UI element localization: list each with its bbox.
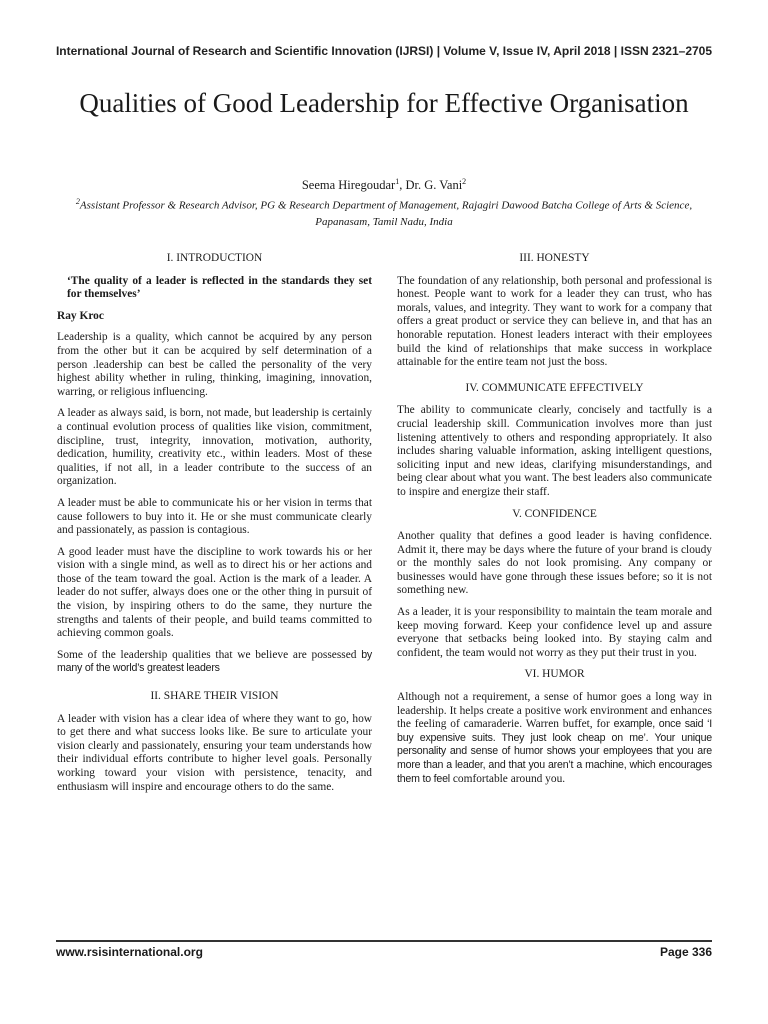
journal-header: International Journal of Research and Scientific Innovation (IJRSI) | Volume V, Issue IV, April 2018 | ISSN 2321–2705 bbox=[55, 44, 713, 58]
paragraph-text: comfortable around you. bbox=[452, 772, 566, 785]
paragraph-text: Some of the leadership qualities that we believe are possessed bbox=[57, 648, 357, 661]
paragraph-text: Although not a requirement, a sense of humor goes a long way in leadership. It helps create a positive work environment and enhances the feeling of camaraderie. Warren buffet, for bbox=[397, 691, 712, 731]
section-heading-communicate: IV. COMMUNICATE EFFECTIVELY bbox=[465, 381, 644, 394]
author-superscript: 2 bbox=[462, 177, 467, 186]
paragraph-text: example, once said ‘I buy expensive suits. They just look cheap on me’. Your unique personality and sense of humor shows your employees that you are more than a leader, and that you aren’t a machine, which encourages them to feel bbox=[397, 718, 712, 785]
author-name: Dr. G. Vani bbox=[405, 178, 463, 193]
affiliation-text: Assistant Professor & Research Advisor, PG & Research Department of Management, Rajagiri Dawood Batcha College of Arts & Science, Papanasam, Tamil Nadu, India bbox=[79, 199, 693, 228]
affiliation bbox=[56, 194, 712, 230]
paragraph bbox=[397, 691, 712, 786]
paragraph: Another quality that defines a good leader is having confidence. Admit it, there may be days where the future of your brand is cloudy or the monthly sales do not look promising. Any company or businesses would have gone through these issues before; so it is not something new. bbox=[397, 530, 712, 597]
author-superscript: 1 bbox=[395, 177, 400, 186]
section-heading-honesty: III. HONESTY bbox=[519, 252, 590, 264]
footer-divider bbox=[56, 940, 712, 942]
section-heading-vision: II. SHARE THEIR VISION bbox=[150, 690, 279, 703]
section-heading-humor: VI. HUMOR bbox=[524, 668, 585, 681]
paper-title: Qualities of Good Leadership for Effective Organisation bbox=[79, 88, 689, 118]
section-heading-introduction: I. INTRODUCTION bbox=[166, 252, 263, 264]
paragraph: A leader must be able to communicate his or her vision in terms that cause followers to buy into it. He or she must communicate clearly and passionately, as passion is contagious. bbox=[57, 496, 372, 537]
paragraph: A leader as always said, is born, not made, but leadership is certainly a continual evolution process of qualities like vision, commitment, discipline, trust, integrity, innovation, motivation, authority, dedication, humility, creativity etc., within leaders. Most of these qualities, if not all, in a leader contribute to the success of an organization. bbox=[57, 407, 372, 488]
affiliation-superscript: 2 bbox=[75, 197, 80, 206]
author-separator: , bbox=[399, 178, 406, 193]
paragraph: Leadership is a quality, which cannot be acquired by any person from the other but it can be acquired by self determination of a person .leadership can best be called the personality of the very highest ability whether in ruling, thinking, imagining, innovation, warring, or religious influencing. bbox=[57, 331, 372, 398]
left-column bbox=[57, 252, 372, 802]
paragraph-text: by many of the world’s greatest leaders bbox=[57, 648, 372, 675]
paragraph: The ability to communicate clearly, concisely and tactfully is a crucial leadership skill. Communication involves more than just listening attentively to others and responding appropriately. It also includes sharing valuable information, asking intelligent questions, soliciting input and new ideas, clarifying misunderstandings, and being clear about what you want. The best leaders also communicate to inspire and energize their staff. bbox=[397, 404, 712, 498]
paragraph bbox=[57, 649, 372, 676]
author-name: Seema Hiregoudar bbox=[301, 178, 396, 193]
paragraph: As a leader, it is your responsibility to maintain the team morale and keep moving forward. Keep your confidence level up and assure everyone that setbacks being looked into. By staying calm and confident, the team would not worry as they put their trust in you. bbox=[397, 606, 712, 659]
author-line bbox=[40, 177, 728, 193]
section-heading-confidence: V. CONFIDENCE bbox=[512, 507, 597, 520]
epigraph-quote: ‘The quality of a leader is reflected in the standards they set for themselves’ bbox=[67, 274, 372, 301]
paragraph: A good leader must have the discipline to work towards his or her vision with a single mind, as well as to direct his or her actions and those of the team toward the goal. Action is the mark of a leader. A leader do not suffer, always does one or the other thing in pursuit of the vision, by inspiring others to do the same, they nurture the strengths and talents of their people, and build teams committed to achieving common goals. bbox=[57, 545, 372, 640]
epigraph-author: Ray Kroc bbox=[57, 309, 104, 322]
footer-website-link[interactable]: www.rsisinternational.org bbox=[56, 945, 203, 959]
page-number: Page 336 bbox=[659, 945, 712, 959]
paragraph: The foundation of any relationship, both personal and professional is honest. People want to work for a leader they can trust, who has morals, values, and integrity. They want to work for a company that offers a great product or service they can believe in, and that has an honorable reputation. Honest leaders interact with their employees build the kind of relationships that make success in workplace attainable for the entire team not just the boss. bbox=[397, 274, 712, 369]
paragraph: A leader with vision has a clear idea of where they want to go, how to get there and what success looks like. Be sure to articulate your vision clearly and passionately, ensuring your team understands how their individual efforts contribute to higher level goals. Personally working toward your vision with persistence, tenacity, and enthusiasm will inspire and encourage others to do the same. bbox=[57, 712, 372, 793]
right-column bbox=[397, 252, 712, 794]
